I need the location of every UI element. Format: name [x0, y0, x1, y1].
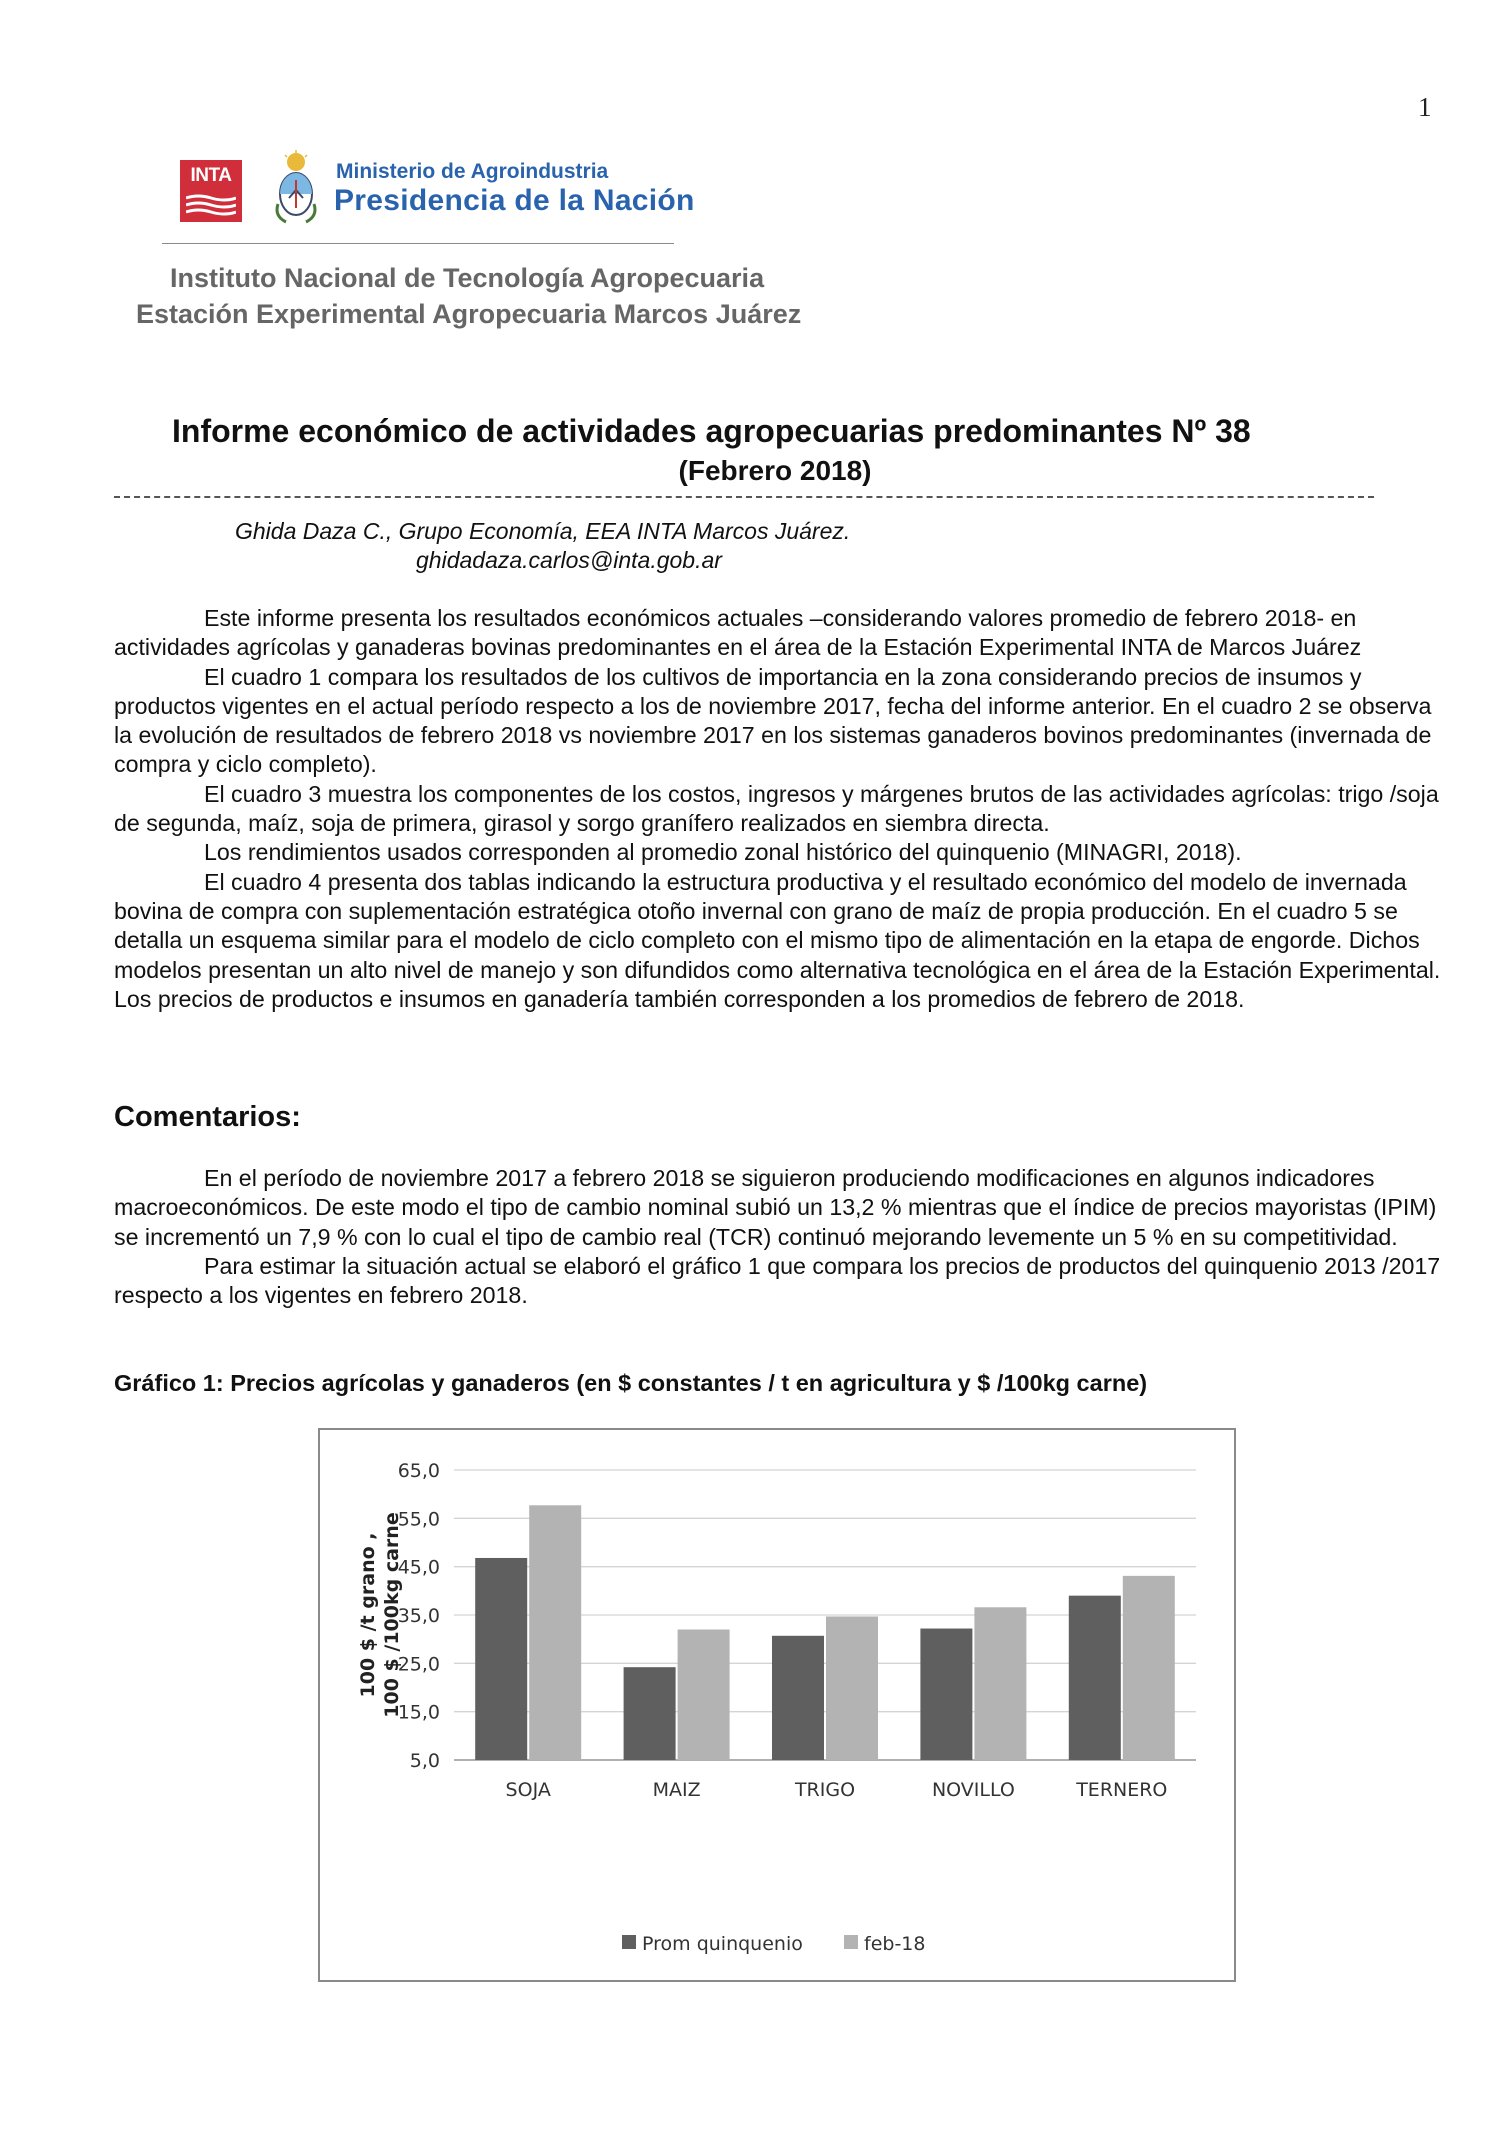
- comments-paragraph: Para estimar la situación actual se elaboró el gráfico 1 que compara los precios de productos del quinquenio 2013 /2017 respecto a los vigentes en febrero 2018.: [114, 1252, 1441, 1309]
- comments-section: [114, 1164, 1446, 1310]
- intro-paragraph: Los rendimientos usados corresponden al promedio zonal histórico del quinquenio (MINAGRI, 2018).: [204, 839, 1242, 866]
- inta-waves-icon: [186, 194, 236, 216]
- price-chart-svg: [320, 1430, 1234, 1980]
- x-tick-label: TRIGO: [794, 1779, 856, 1801]
- author-email: ghidadaza.carlos@inta.gob.ar: [416, 547, 722, 573]
- y-tick-label: 65,0: [397, 1460, 440, 1482]
- x-tick-label: TERNERO: [1076, 1779, 1168, 1801]
- header-divider: [162, 243, 674, 244]
- legend-swatch: [844, 1935, 858, 1949]
- chart-caption: Gráfico 1: Precios agrícolas y ganaderos (en $ constantes / t en agricultura y $ /100kg carne): [114, 1370, 1148, 1396]
- y-axis-label-line-2: 100 $ /100kg carne: [381, 1512, 403, 1718]
- y-tick-label: 45,0: [397, 1556, 440, 1579]
- legend-label: Prom quinquenio: [642, 1933, 803, 1955]
- x-tick-label: SOJA: [505, 1779, 551, 1801]
- bar-feb-18: [974, 1607, 1026, 1760]
- y-tick-label: 55,0: [397, 1508, 440, 1531]
- coat-of-arms-icon: [272, 150, 320, 226]
- y-tick-label: 5,0: [409, 1750, 440, 1772]
- bar-prom-quinquenio: [475, 1558, 527, 1760]
- intro-paragraph: Este informe presenta los resultados económicos actuales –considerando valores promedio de febrero 2018- en actividades agrícolas y ganaderas bovinas predominantes en el área de la Estación Experimental INTA de Marcos Juárez: [114, 605, 1362, 661]
- bar-prom-quinquenio: [624, 1667, 676, 1760]
- price-chart: [318, 1428, 1236, 1982]
- comments-heading: Comentarios:: [114, 1101, 301, 1133]
- ministry-line-2: Presidencia de la Nación: [334, 184, 695, 217]
- intro-paragraph: El cuadro 1 compara los resultados de los cultivos de importancia en la zona considerando precios de insumos y productos vigentes en el actual período respecto a los de noviembre 2017, fecha del informe anterior. En el cuadro 2 se observa la evolución de resultados de febrero 2018 vs noviembre 2017 en los sistemas ganaderos bovinos predominantes (invernada de compra y ciclo completo).: [114, 663, 1432, 778]
- x-tick-label: MAIZ: [652, 1779, 701, 1801]
- bar-feb-18: [1123, 1576, 1175, 1760]
- bar-feb-18: [678, 1630, 730, 1761]
- inta-logo: [180, 160, 242, 222]
- bar-feb-18: [826, 1616, 878, 1760]
- y-tick-label: 35,0: [397, 1605, 440, 1627]
- legend-swatch: [622, 1935, 636, 1949]
- bar-prom-quinquenio: [1069, 1596, 1121, 1760]
- institute-name: Instituto Nacional de Tecnología Agropecuaria: [170, 263, 765, 293]
- y-tick-label: 15,0: [397, 1701, 440, 1724]
- station-name: Estación Experimental Agropecuaria Marcos Juárez: [136, 299, 802, 329]
- intro-section: [114, 604, 1446, 1014]
- intro-paragraph: El cuadro 4 presenta dos tablas indicando la estructura productiva y el resultado económico del modelo de invernada bovina de compra con suplementación estratégica otoño invernal con grano de maíz de propia producción. En el cuadro 5 se detalla un esquema similar para el modelo de ciclo completo con el mismo tipo de alimentación en la etapa de engorde. Dichos modelos presentan un alto nivel de manejo y son difundidos como alternativa tecnológica en el área de la Estación Experimental. Los precios de productos e insumos en ganadería también corresponden a los promedios de febrero de 2018.: [114, 868, 1441, 1012]
- ministry-line-1: Ministerio de Agroindustria: [336, 160, 609, 183]
- bar-feb-18: [529, 1505, 581, 1760]
- page-number: 1: [1418, 92, 1432, 122]
- inta-logo-text: INTA: [190, 165, 232, 186]
- y-tick-label: 25,0: [397, 1653, 440, 1676]
- bar-prom-quinquenio: [772, 1636, 824, 1760]
- report-title: Informe económico de actividades agropecuarias predominantes Nº 38: [172, 413, 1251, 449]
- y-axis-label-line-1: 100 $ /t grano ,: [357, 1532, 379, 1698]
- author-line: Ghida Daza C., Grupo Economía, EEA INTA Marcos Juárez.: [235, 518, 851, 544]
- legend-label: feb-18: [864, 1933, 926, 1955]
- report-subtitle: (Febrero 2018): [678, 455, 872, 486]
- intro-paragraph: El cuadro 3 muestra los componentes de los costos, ingresos y márgenes brutos de las actividades agrícolas: trigo /soja de segunda, maíz, soja de primera, girasol y sorgo granífero realizados en siembra directa.: [114, 780, 1439, 837]
- dashed-divider: [114, 496, 1374, 498]
- bar-prom-quinquenio: [920, 1629, 972, 1760]
- x-tick-label: NOVILLO: [931, 1779, 1015, 1801]
- comments-paragraph: En el período de noviembre 2017 a febrero 2018 se siguieron produciendo modificaciones en algunos indicadores macroeconómicos. De este modo el tipo de cambio nominal subió un 13,2 % mientras que el índice de precios mayoristas (IPIM) se incrementó un 7,9 % con lo cual el tipo de cambio real (TCR) continuó mejorando levemente un 5 % en su competitividad.: [114, 1165, 1437, 1250]
